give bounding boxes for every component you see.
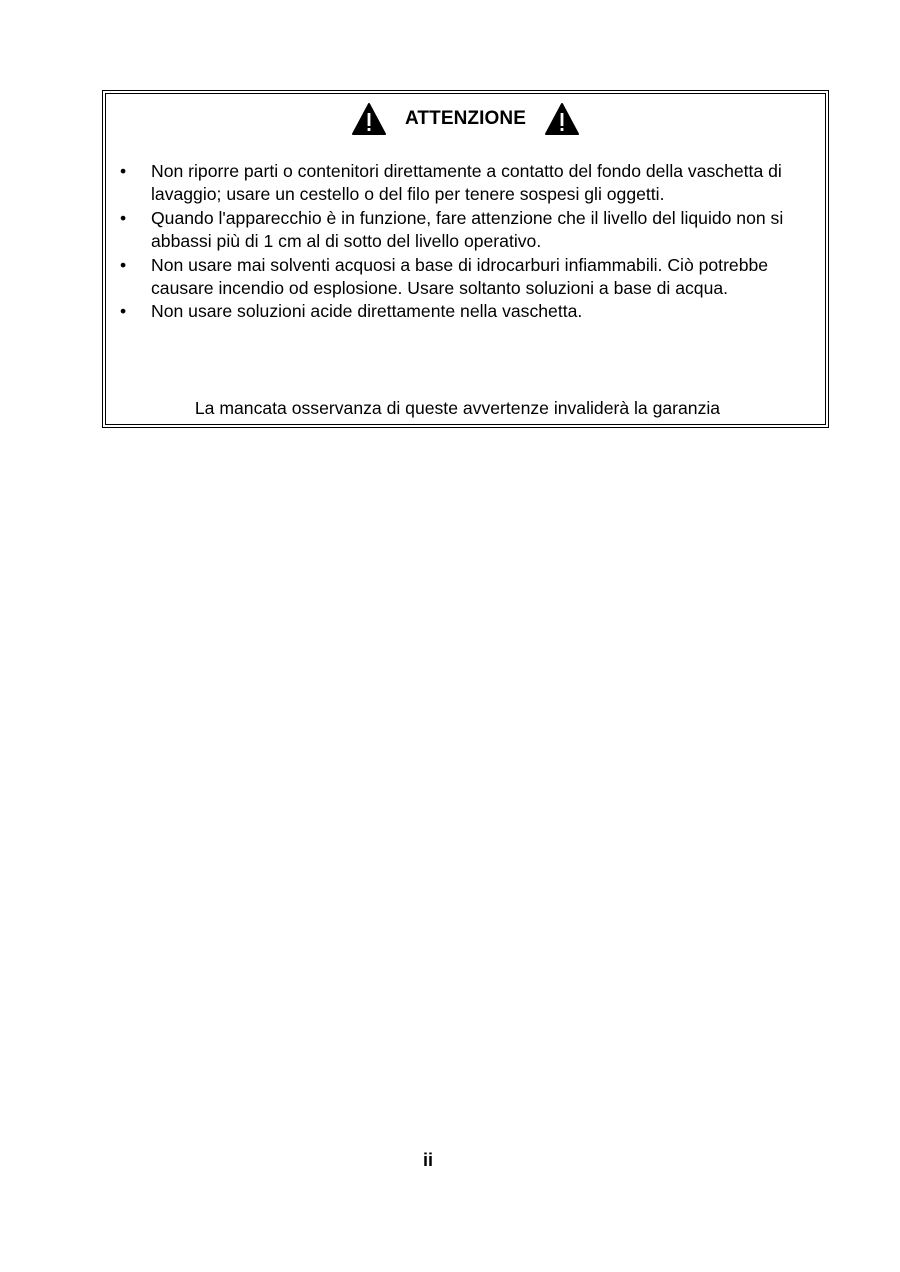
warning-triangle-icon — [351, 102, 387, 136]
list-item — [106, 160, 825, 207]
list-item — [106, 207, 825, 254]
list-item — [106, 300, 825, 323]
bullet: • — [120, 207, 127, 228]
list-item-text: Non usare soluzioni acide direttamente nella vaschetta. — [151, 301, 583, 322]
list-item-text: Quando l'apparecchio è in funzione, fare attenzione che il livello del liquido non si abbassi più di 1 cm al di sotto del livello operativo. — [151, 207, 784, 252]
warning-header — [106, 101, 825, 137]
bullet: • — [120, 254, 127, 275]
warning-box — [102, 90, 829, 428]
list-item-text: Non riporre parti o contenitori direttamente a contatto del fondo della vaschetta di lavaggio; usare un cestello o del filo per tenere sospesi gli oggetti. — [151, 161, 782, 205]
list-item — [106, 254, 825, 301]
warning-title: ATTENZIONE — [405, 108, 526, 129]
warranty-notice: La mancata osservanza di queste avvertenze invaliderà la garanzia — [194, 398, 721, 418]
page-number: ii — [422, 1150, 433, 1170]
warning-box-inner-border — [105, 93, 826, 425]
bullet: • — [120, 301, 127, 322]
warning-list — [106, 160, 825, 324]
warning-triangle-icon — [544, 102, 580, 136]
list-item-text: Non usare mai solventi acquosi a base di idrocarburi infiammabili. Ciò potrebbe causare incendio od esplosione. Usare soltanto soluzioni a base di acqua. — [151, 254, 769, 299]
bullet: • — [120, 161, 127, 181]
